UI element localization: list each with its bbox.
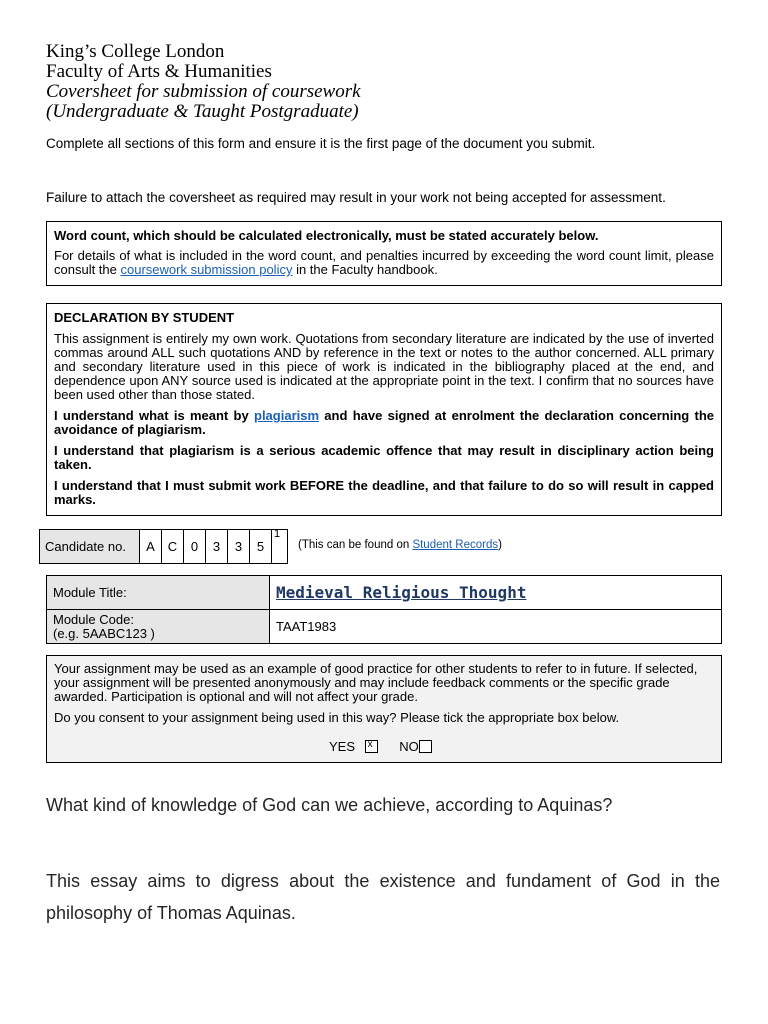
student-records-link[interactable]: Student Records (412, 539, 499, 551)
plagiarism-link[interactable]: plagiarism (254, 408, 320, 423)
candidate-note-text: (This can be found on (298, 539, 413, 551)
complete-instruction: Complete all sections of this form and ensure it is the first page of the document you submit. (46, 136, 596, 151)
declaration-para-2-start: I understand what is meant by (54, 408, 254, 423)
form-title: Coversheet for submission of coursework (46, 81, 361, 102)
candidate-char-cell[interactable]: A (140, 529, 162, 564)
no-checkbox[interactable] (419, 740, 432, 753)
candidate-char-cell[interactable]: 3 (206, 529, 228, 564)
footnote-marker: 1 (274, 528, 281, 540)
declaration-box (46, 303, 722, 516)
declaration-heading: DECLARATION BY STUDENT (54, 310, 235, 325)
faculty-name: Faculty of Arts & Humanities (46, 61, 272, 82)
declaration-para-2-end: and have signed at enrolment the declaration concerning the avoidance of plagiarism. (54, 408, 715, 437)
module-code-example: (e.g. 5AABC123 ) (53, 625, 155, 641)
no-label: NO (399, 739, 419, 754)
candidate-char-cell[interactable]: 3 (228, 529, 250, 564)
consent-box (46, 655, 722, 763)
institution-name: King’s College London (46, 41, 225, 62)
candidate-char-cell[interactable]: 5 (250, 529, 272, 564)
declaration-para-3: I understand that plagiarism is a serious academic offence that may result in disciplinary action being taken. (54, 443, 714, 472)
module-title-label: Module Title: (47, 576, 270, 610)
module-title-cell[interactable] (270, 576, 722, 610)
module-code-value[interactable]: TAAT1983 (270, 610, 722, 644)
word-count-details-end: in the Faculty handbook. (292, 262, 438, 277)
candidate-label: Candidate no. (39, 529, 140, 564)
candidate-number-row (39, 529, 288, 564)
essay-intro: This essay aims to digress about the existence and fundament of God in the philosophy of Thomas Aquinas. (46, 871, 720, 923)
coursework-policy-link[interactable]: coursework submission policy (120, 262, 293, 277)
failure-warning: Failure to attach the coversheet as required may result in your work not being accepted for assessment. (46, 190, 666, 205)
coversheet-header (46, 42, 361, 122)
consent-text: Your assignment may be used as an example of good practice for other students to refer to in future. If selected, your assignment will be presented anonymously and may include feedback comments or the specific grade awarded. Participation is optional and will not affect your grade. (54, 661, 698, 704)
candidate-char-cell[interactable]: 0 (184, 529, 206, 564)
word-count-details-text: For details of what is included in the word count, and penalties incurred by exceeding the word count limit, please consult the (54, 248, 714, 277)
module-title-value: Medieval Religious Thought (276, 583, 527, 602)
yes-label: YES (329, 739, 356, 754)
candidate-note-end: ) (498, 539, 502, 551)
candidate-note (298, 539, 502, 551)
candidate-char-cell-empty[interactable] (272, 529, 288, 564)
candidate-char-cell[interactable]: C (162, 529, 184, 564)
yes-checkbox[interactable] (365, 740, 378, 753)
declaration-para-4: I understand that I must submit work BEFORE the deadline, and that failure to do so will result in capped marks. (54, 478, 714, 507)
declaration-para-2 (54, 409, 714, 437)
word-count-box (46, 221, 722, 286)
consent-options (329, 740, 432, 754)
essay-question: What kind of knowledge of God can we achieve, according to Aquinas? (46, 795, 613, 815)
module-table (46, 575, 722, 644)
form-subtitle: (Undergraduate & Taught Postgraduate) (46, 101, 359, 122)
word-count-heading: Word count, which should be calculated electronically, must be stated accurately below. (54, 228, 599, 243)
module-code-label-cell (47, 610, 270, 644)
check-mark-icon: x (367, 739, 373, 750)
declaration-para-1: This assignment is entirely my own work. Quotations from secondary literature are indicated by the use of inverted commas around ALL such quotations AND by reference in the text or notes to the author concerned. ALL primary and secondary literature used in this piece of work is indicated in the bibliography placed at the end, and dependence upon ANY source used is indicated at the appropriate point in the text. I confirm that no sources have been used other than those stated. (54, 331, 714, 402)
consent-question: Do you consent to your assignment being used in this way? Please tick the appropriate box below. (54, 710, 620, 725)
module-code-label: Module Code: (53, 611, 134, 627)
word-count-details (54, 249, 714, 277)
